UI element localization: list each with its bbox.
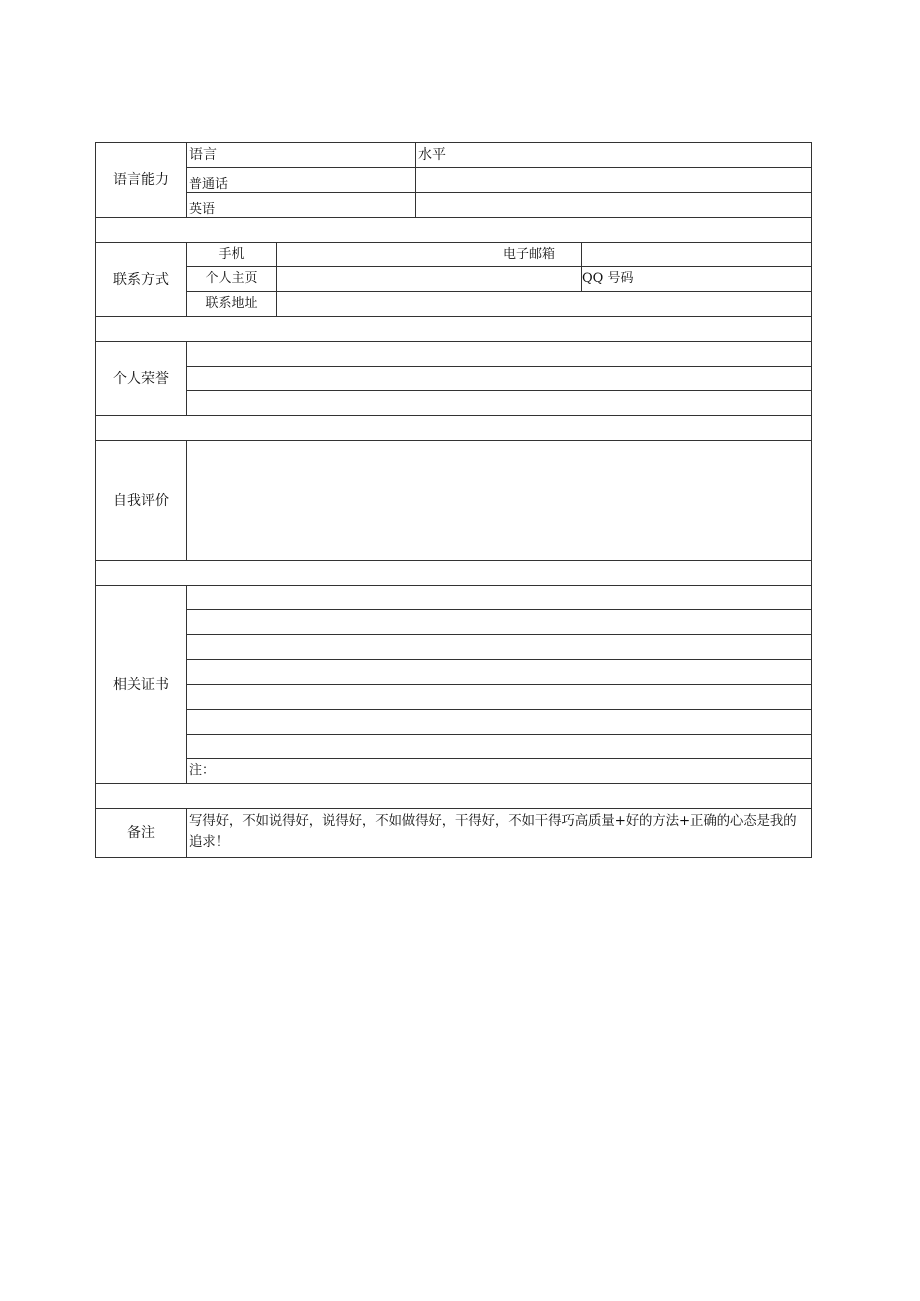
certificate-note-row [96, 759, 812, 784]
language-row [96, 193, 812, 218]
spacer-row [96, 218, 812, 243]
homepage-label: 个人主页 [187, 267, 277, 292]
honor-row [96, 367, 812, 391]
spacer-cell [96, 317, 812, 342]
spacer-cell [96, 416, 812, 441]
language-header-row [96, 143, 812, 168]
level-column-header: 水平 [416, 143, 812, 168]
spacer-cell [96, 561, 812, 586]
certificate-note: 注： [187, 759, 812, 784]
resume-form [95, 142, 811, 858]
certificates-section-label: 相关证书 [96, 586, 187, 784]
certificate-row [96, 685, 812, 710]
honor-row [96, 342, 812, 367]
certificate-field[interactable] [187, 710, 812, 735]
certificate-row [96, 610, 812, 635]
email-label: 电子邮箱 [277, 243, 582, 267]
language-level-field[interactable] [416, 168, 812, 193]
language-column-header: 语言 [187, 143, 416, 168]
language-name: 英语 [187, 193, 416, 218]
certificate-field[interactable] [187, 735, 812, 759]
phone-label: 手机 [187, 243, 277, 267]
remarks-text: 写得好，不如说得好，说得好，不如做得好，干得好，不如干得巧高质量+好的方法+正确的心态是我的追求！ [187, 809, 812, 858]
honors-section-label: 个人荣誉 [96, 342, 187, 416]
self-evaluation-label: 自我评价 [96, 441, 187, 561]
honor-field[interactable] [187, 342, 812, 367]
language-name: 普通话 [187, 168, 416, 193]
spacer-row [96, 317, 812, 342]
certificate-row [96, 710, 812, 735]
certificate-field[interactable] [187, 610, 812, 635]
contact-row-homepage [96, 267, 812, 292]
spacer-cell [96, 218, 812, 243]
certificate-field[interactable] [187, 660, 812, 685]
spacer-cell [96, 784, 812, 809]
qq-label: QQ 号码 [582, 267, 812, 292]
honor-field[interactable] [187, 367, 812, 391]
language-level-field[interactable] [416, 193, 812, 218]
remarks-row [96, 809, 812, 858]
language-row [96, 168, 812, 193]
spacer-row [96, 416, 812, 441]
spacer-row [96, 561, 812, 586]
resume-table [95, 142, 812, 858]
certificate-row [96, 660, 812, 685]
contact-row-address [96, 292, 812, 317]
certificate-field[interactable] [187, 685, 812, 710]
address-field[interactable] [277, 292, 812, 317]
certificate-field[interactable] [187, 635, 812, 660]
homepage-field[interactable] [277, 267, 582, 292]
certificate-row [96, 635, 812, 660]
address-label: 联系地址 [187, 292, 277, 317]
certificate-row [96, 735, 812, 759]
certificate-row [96, 586, 812, 610]
self-evaluation-row [96, 441, 812, 561]
email-field[interactable] [582, 243, 812, 267]
spacer-row [96, 784, 812, 809]
self-evaluation-field[interactable] [187, 441, 812, 561]
contact-section-label: 联系方式 [96, 243, 187, 317]
honor-row [96, 391, 812, 416]
language-section-label: 语言能力 [96, 143, 187, 218]
certificate-field[interactable] [187, 586, 812, 610]
honor-field[interactable] [187, 391, 812, 416]
contact-row-phone [96, 243, 812, 267]
remarks-label: 备注 [96, 809, 187, 858]
